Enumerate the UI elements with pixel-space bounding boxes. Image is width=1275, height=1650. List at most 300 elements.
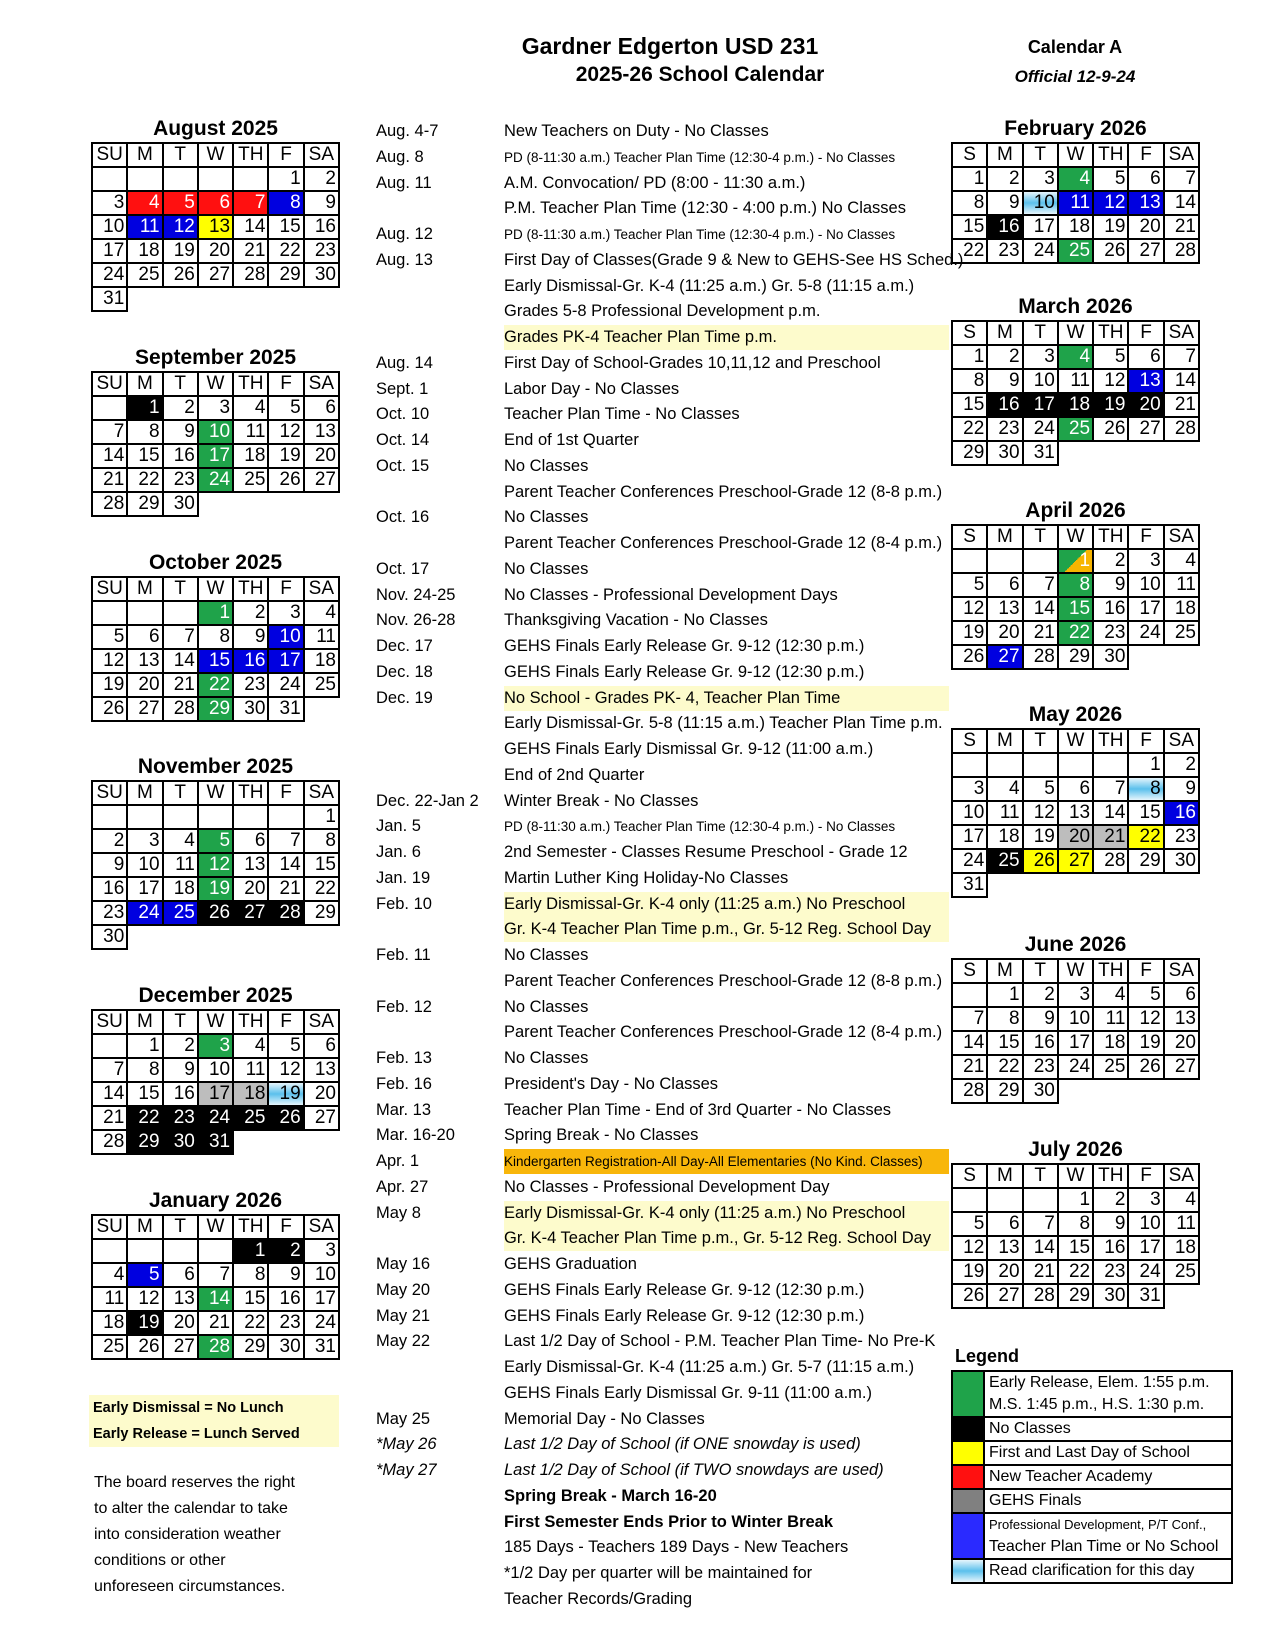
day-cell: 30 bbox=[304, 263, 339, 287]
empty-day-cell bbox=[92, 1034, 127, 1058]
day-cell: 14 bbox=[233, 215, 268, 239]
weekday-header: F bbox=[1128, 1164, 1163, 1188]
day-cell: 20 bbox=[987, 621, 1022, 645]
day-cell: 16 bbox=[163, 444, 198, 468]
day-cell: 4 bbox=[233, 1034, 268, 1058]
event-description: Gr. K-4 Teacher Plan Time p.m., Gr. 5-12 Reg. School Day bbox=[504, 917, 949, 942]
day-cell: 10 bbox=[268, 625, 303, 649]
event-description: No Classes bbox=[504, 559, 589, 578]
event-date: Nov. 26-28 bbox=[376, 611, 456, 630]
day-cell: 25 bbox=[163, 901, 198, 925]
empty-day-cell bbox=[987, 549, 1022, 573]
day-cell: 30 bbox=[1164, 849, 1199, 873]
weekday-header: F bbox=[268, 781, 303, 805]
day-cell: 6 bbox=[1128, 345, 1163, 369]
day-cell: 16 bbox=[233, 649, 268, 673]
day-cell: 4 bbox=[1058, 167, 1093, 191]
day-cell: 29 bbox=[127, 492, 162, 516]
event-description: Spring Break - No Classes bbox=[504, 1126, 699, 1145]
day-cell: 6 bbox=[987, 573, 1022, 597]
day-cell: 1 bbox=[127, 396, 162, 420]
day-cell: 24 bbox=[92, 263, 127, 287]
day-cell: 8 bbox=[1058, 1212, 1093, 1236]
empty-day-cell bbox=[198, 1239, 233, 1263]
empty-day-cell bbox=[952, 753, 987, 777]
weekday-header: F bbox=[1128, 525, 1163, 549]
day-cell: 12 bbox=[127, 1287, 162, 1311]
day-cell: 31 bbox=[198, 1130, 233, 1154]
day-cell: 11 bbox=[163, 853, 198, 877]
weekday-header: SU bbox=[92, 372, 127, 396]
day-cell: 8 bbox=[304, 829, 339, 853]
event-description: 2nd Semester - Classes Resume Preschool - Grade 12 bbox=[504, 843, 908, 861]
event-date: Dec. 18 bbox=[376, 662, 433, 681]
outside-cell bbox=[304, 697, 339, 721]
weekday-header: W bbox=[198, 577, 233, 601]
empty-day-cell bbox=[92, 167, 127, 191]
legend-label: No Classes bbox=[984, 1417, 1232, 1441]
event-date: Jan. 19 bbox=[376, 868, 431, 887]
month-title: October 2025 bbox=[148, 551, 283, 574]
day-cell: 11 bbox=[1093, 1007, 1128, 1031]
event-date: Aug. 8 bbox=[376, 147, 424, 166]
empty-day-cell bbox=[1093, 753, 1128, 777]
event-description: Last 1/2 Day of School (if ONE snowday is used) bbox=[504, 1435, 861, 1454]
day-cell: 27 bbox=[163, 1335, 198, 1359]
day-cell: 25 bbox=[1093, 1055, 1128, 1079]
day-cell: 28 bbox=[952, 1079, 987, 1103]
day-cell: 18 bbox=[304, 649, 339, 673]
outside-cell bbox=[1093, 873, 1128, 897]
day-cell: 11 bbox=[127, 215, 162, 239]
day-cell: 17 bbox=[268, 649, 303, 673]
day-cell: 18 bbox=[92, 1311, 127, 1335]
board-note bbox=[94, 1470, 295, 1600]
event-description: 185 Days - Teachers 189 Days - New Teachers bbox=[504, 1538, 849, 1557]
month-grid bbox=[91, 1214, 340, 1360]
outside-cell bbox=[1093, 441, 1128, 465]
day-cell: 28 bbox=[1093, 849, 1128, 873]
month-grid bbox=[91, 576, 340, 722]
day-cell: 15 bbox=[198, 649, 233, 673]
empty-day-cell bbox=[1023, 1188, 1058, 1212]
day-cell: 19 bbox=[127, 1311, 162, 1335]
event-description: End of 1st Quarter bbox=[504, 431, 639, 449]
day-cell: 18 bbox=[1093, 1031, 1128, 1055]
day-cell: 24 bbox=[1128, 1260, 1163, 1284]
weekday-header: W bbox=[1058, 959, 1093, 983]
event-description: No Classes - Professional Development Day bbox=[504, 1177, 830, 1196]
event-date: Oct. 14 bbox=[376, 431, 430, 449]
day-cell: 26 bbox=[952, 1284, 987, 1308]
event-date: Dec. 22-Jan 2 bbox=[376, 791, 479, 810]
day-cell: 7 bbox=[92, 1058, 127, 1082]
outside-cell bbox=[268, 925, 303, 949]
weekday-header: SA bbox=[304, 1215, 339, 1239]
event-date: *May 26 bbox=[376, 1435, 437, 1454]
weekday-header: T bbox=[1023, 729, 1058, 753]
empty-day-cell bbox=[952, 1188, 987, 1212]
event-description: Martin Luther King Holiday-No Classes bbox=[504, 868, 789, 887]
day-cell: 12 bbox=[268, 1058, 303, 1082]
event-description: No School - Grades PK- 4, Teacher Plan Time bbox=[504, 686, 949, 711]
day-cell: 1 bbox=[198, 601, 233, 625]
weekday-header: T bbox=[1023, 959, 1058, 983]
day-cell: 19 bbox=[952, 621, 987, 645]
outside-cell bbox=[233, 925, 268, 949]
day-cell: 30 bbox=[92, 925, 127, 949]
event-description: Parent Teacher Conferences Preschool-Grade 12 (8-4 p.m.) bbox=[504, 1023, 943, 1042]
month-title: May 2026 bbox=[1028, 703, 1123, 726]
day-cell: 28 bbox=[1164, 417, 1199, 441]
day-cell: 14 bbox=[92, 444, 127, 468]
outside-cell bbox=[268, 287, 303, 311]
weekday-header: W bbox=[198, 1010, 233, 1034]
day-cell: 14 bbox=[198, 1287, 233, 1311]
day-cell: 3 bbox=[268, 601, 303, 625]
event-description: Gr. K-4 Teacher Plan Time p.m., Gr. 5-12 Reg. School Day bbox=[504, 1226, 949, 1251]
day-cell: 10 bbox=[1023, 369, 1058, 393]
day-cell: 13 bbox=[1128, 191, 1163, 215]
day-cell: 20 bbox=[1128, 393, 1163, 417]
weekday-header: M bbox=[987, 959, 1022, 983]
day-cell: 29 bbox=[198, 697, 233, 721]
event-date: Oct. 15 bbox=[376, 456, 430, 475]
calendar-subtitle: 2025-26 School Calendar bbox=[575, 63, 825, 86]
event-description: End of 2nd Quarter bbox=[504, 765, 645, 784]
month-grid bbox=[951, 320, 1200, 466]
event-date: Apr. 27 bbox=[376, 1177, 429, 1196]
legend-label: First and Last Day of School bbox=[984, 1441, 1232, 1465]
day-cell: 18 bbox=[127, 239, 162, 263]
weekday-header: TH bbox=[233, 1010, 268, 1034]
day-cell: 21 bbox=[92, 468, 127, 492]
day-cell: 1 bbox=[127, 1034, 162, 1058]
empty-day-cell bbox=[987, 1188, 1022, 1212]
day-cell: 26 bbox=[198, 901, 233, 925]
day-cell: 2 bbox=[268, 1239, 303, 1263]
day-cell: 10 bbox=[198, 420, 233, 444]
weekday-header: TH bbox=[1093, 143, 1128, 167]
day-cell: 12 bbox=[1093, 369, 1128, 393]
weekday-header: T bbox=[163, 143, 198, 167]
day-cell: 25 bbox=[1164, 621, 1199, 645]
day-cell: 21 bbox=[1164, 215, 1199, 239]
outside-cell bbox=[1058, 873, 1093, 897]
day-cell: 27 bbox=[1128, 417, 1163, 441]
outside-cell bbox=[127, 287, 162, 311]
day-cell: 12 bbox=[1093, 191, 1128, 215]
day-cell: 7 bbox=[1164, 345, 1199, 369]
event-date: May 25 bbox=[376, 1409, 431, 1428]
month-title: June 2026 bbox=[1024, 933, 1127, 956]
day-cell: 22 bbox=[952, 417, 987, 441]
event-description: P.M. Teacher Plan Time (12:30 - 4:00 p.m.) No Classes bbox=[504, 199, 906, 218]
weekday-header: SA bbox=[1164, 525, 1199, 549]
day-cell: 20 bbox=[1164, 1031, 1199, 1055]
event-description: GEHS Finals Early Release Gr. 9-12 (12:30 p.m.) bbox=[504, 1280, 865, 1299]
weekday-header: SA bbox=[304, 781, 339, 805]
day-cell: 20 bbox=[1058, 825, 1093, 849]
event-date: Aug. 11 bbox=[376, 173, 432, 192]
outside-cell bbox=[233, 492, 268, 516]
day-cell: 1 bbox=[1128, 753, 1163, 777]
day-cell: 21 bbox=[163, 673, 198, 697]
month-title: August 2025 bbox=[153, 117, 278, 140]
weekday-header: M bbox=[987, 729, 1022, 753]
day-cell: 27 bbox=[304, 1106, 339, 1130]
day-cell: 6 bbox=[163, 1263, 198, 1287]
day-cell: 3 bbox=[1128, 1188, 1163, 1212]
day-cell: 21 bbox=[198, 1311, 233, 1335]
month-june-2026 bbox=[951, 932, 1200, 1104]
day-cell: 2 bbox=[987, 167, 1022, 191]
day-cell: 23 bbox=[1164, 825, 1199, 849]
event-description: Kindergarten Registration-All Day-All Elementaries (No Kind. Classes) bbox=[504, 1149, 949, 1174]
day-cell: 31 bbox=[1023, 441, 1058, 465]
legend-label: M.S. 1:45 p.m., H.S. 1:30 p.m. bbox=[984, 1394, 1232, 1417]
legend-swatch-light-blue bbox=[952, 1559, 984, 1583]
day-cell: 26 bbox=[127, 1335, 162, 1359]
outside-cell bbox=[1023, 873, 1058, 897]
day-cell: 16 bbox=[1164, 801, 1199, 825]
weekday-header: W bbox=[198, 143, 233, 167]
weekday-header: TH bbox=[1093, 321, 1128, 345]
day-cell: 7 bbox=[198, 1263, 233, 1287]
event-date: Nov. 24-25 bbox=[376, 585, 456, 604]
day-cell: 5 bbox=[1093, 167, 1128, 191]
event-date: Dec. 17 bbox=[376, 637, 433, 655]
day-cell: 3 bbox=[952, 777, 987, 801]
empty-day-cell bbox=[127, 167, 162, 191]
day-cell: 16 bbox=[163, 1082, 198, 1106]
day-cell: 18 bbox=[1058, 215, 1093, 239]
day-cell: 29 bbox=[1058, 645, 1093, 669]
weekday-header: F bbox=[268, 372, 303, 396]
day-cell: 4 bbox=[1093, 983, 1128, 1007]
empty-day-cell bbox=[268, 805, 303, 829]
day-cell: 20 bbox=[198, 239, 233, 263]
outside-cell bbox=[1058, 1079, 1093, 1103]
day-cell: 15 bbox=[952, 215, 987, 239]
day-cell: 7 bbox=[1023, 1212, 1058, 1236]
day-cell: 22 bbox=[1128, 825, 1163, 849]
day-cell: 5 bbox=[268, 396, 303, 420]
day-cell: 30 bbox=[1023, 1079, 1058, 1103]
day-cell: 13 bbox=[163, 1287, 198, 1311]
day-cell: 30 bbox=[233, 697, 268, 721]
weekday-header: M bbox=[127, 143, 162, 167]
day-cell: 19 bbox=[163, 239, 198, 263]
event-description: Spring Break - March 16-20 bbox=[504, 1486, 717, 1505]
weekday-header: F bbox=[268, 577, 303, 601]
day-cell: 23 bbox=[92, 901, 127, 925]
day-cell: 22 bbox=[127, 1106, 162, 1130]
empty-day-cell bbox=[127, 1239, 162, 1263]
day-cell: 28 bbox=[1023, 645, 1058, 669]
weekday-header: F bbox=[268, 1010, 303, 1034]
day-cell: 3 bbox=[1023, 345, 1058, 369]
day-cell: 15 bbox=[127, 1082, 162, 1106]
board-note-line: into consideration weather bbox=[94, 1526, 281, 1543]
outside-cell bbox=[1128, 1079, 1163, 1103]
day-cell: 17 bbox=[127, 877, 162, 901]
day-cell: 31 bbox=[1128, 1284, 1163, 1308]
board-note-line: conditions or other bbox=[94, 1552, 226, 1569]
weekday-header: SA bbox=[1164, 959, 1199, 983]
event-description: Early Dismissal-Gr. K-4 (11:25 a.m.) Gr. 5-8 (11:15 a.m.) bbox=[504, 276, 915, 295]
month-grid bbox=[91, 371, 340, 517]
day-cell: 24 bbox=[1058, 1055, 1093, 1079]
outside-cell bbox=[198, 925, 233, 949]
day-cell: 30 bbox=[987, 441, 1022, 465]
day-cell: 9 bbox=[268, 1263, 303, 1287]
event-description: New Teachers on Duty - No Classes bbox=[504, 122, 769, 140]
event-description: President's Day - No Classes bbox=[504, 1074, 719, 1093]
weekday-header: W bbox=[1058, 525, 1093, 549]
weekday-header: TH bbox=[233, 372, 268, 396]
outside-cell bbox=[304, 492, 339, 516]
weekday-header: W bbox=[1058, 1164, 1093, 1188]
day-cell: 18 bbox=[1164, 597, 1199, 621]
day-cell: 21 bbox=[268, 877, 303, 901]
day-cell: 16 bbox=[1093, 597, 1128, 621]
day-cell: 7 bbox=[1093, 777, 1128, 801]
day-cell: 10 bbox=[1128, 573, 1163, 597]
weekday-header: SA bbox=[1164, 729, 1199, 753]
day-cell: 25 bbox=[987, 849, 1022, 873]
outside-cell bbox=[233, 287, 268, 311]
day-cell: 2 bbox=[1023, 983, 1058, 1007]
day-cell: 27 bbox=[233, 901, 268, 925]
day-cell: 13 bbox=[233, 853, 268, 877]
day-cell: 16 bbox=[987, 215, 1022, 239]
event-description: GEHS Finals Early Release Gr. 9-12 (12:30 p.m.) bbox=[504, 1306, 865, 1325]
day-cell: 28 bbox=[92, 1130, 127, 1154]
empty-day-cell bbox=[233, 805, 268, 829]
day-cell: 1 bbox=[952, 167, 987, 191]
empty-day-cell bbox=[163, 601, 198, 625]
empty-day-cell bbox=[952, 983, 987, 1007]
day-cell: 15 bbox=[952, 393, 987, 417]
event-description: Last 1/2 Day of School - P.M. Teacher Plan Time- No Pre-K bbox=[504, 1332, 936, 1351]
month-july-2026 bbox=[951, 1137, 1200, 1309]
month-may-2026 bbox=[951, 702, 1200, 898]
day-cell: 9 bbox=[233, 625, 268, 649]
day-cell: 17 bbox=[1128, 597, 1163, 621]
day-cell: 15 bbox=[1058, 597, 1093, 621]
day-cell: 22 bbox=[268, 239, 303, 263]
legend-label: Teacher Plan Time or No School bbox=[984, 1536, 1232, 1559]
day-cell: 13 bbox=[304, 420, 339, 444]
weekday-header: T bbox=[163, 781, 198, 805]
weekday-header: TH bbox=[1093, 729, 1128, 753]
event-description: No Classes bbox=[504, 997, 589, 1016]
day-cell: 13 bbox=[1164, 1007, 1199, 1031]
day-cell: 6 bbox=[987, 1212, 1022, 1236]
district-title: Gardner Edgerton USD 231 bbox=[521, 33, 819, 59]
event-date: Feb. 13 bbox=[376, 1049, 432, 1067]
official-date: Official 12-9-24 bbox=[1014, 67, 1136, 86]
weekday-header: SA bbox=[304, 143, 339, 167]
weekday-header: M bbox=[127, 372, 162, 396]
day-cell: 23 bbox=[1023, 1055, 1058, 1079]
weekday-header: SA bbox=[304, 372, 339, 396]
weekday-header: T bbox=[163, 577, 198, 601]
day-cell: 17 bbox=[1023, 393, 1058, 417]
day-cell: 21 bbox=[952, 1055, 987, 1079]
day-cell: 14 bbox=[268, 853, 303, 877]
day-cell: 31 bbox=[304, 1335, 339, 1359]
event-date: Sept. 1 bbox=[376, 379, 429, 398]
day-cell: 19 bbox=[268, 444, 303, 468]
weekday-header: T bbox=[1023, 525, 1058, 549]
day-cell: 1 bbox=[1058, 549, 1093, 573]
day-cell: 13 bbox=[198, 215, 233, 239]
weekday-header: S bbox=[952, 729, 987, 753]
day-cell: 30 bbox=[1093, 1284, 1128, 1308]
day-cell: 18 bbox=[163, 877, 198, 901]
day-cell: 9 bbox=[987, 369, 1022, 393]
day-cell: 16 bbox=[92, 877, 127, 901]
day-cell: 23 bbox=[1093, 1260, 1128, 1284]
weekday-header: T bbox=[1023, 1164, 1058, 1188]
day-cell: 19 bbox=[198, 877, 233, 901]
month-august-2025 bbox=[91, 116, 340, 312]
day-cell: 30 bbox=[1093, 645, 1128, 669]
empty-day-cell bbox=[92, 396, 127, 420]
day-cell: 4 bbox=[92, 1263, 127, 1287]
day-cell: 15 bbox=[233, 1287, 268, 1311]
day-cell: 19 bbox=[268, 1082, 303, 1106]
outside-cell bbox=[304, 1130, 339, 1154]
day-cell: 7 bbox=[1023, 573, 1058, 597]
day-cell: 9 bbox=[304, 191, 339, 215]
day-cell: 25 bbox=[92, 1335, 127, 1359]
month-title: December 2025 bbox=[138, 984, 293, 1007]
outside-cell bbox=[163, 287, 198, 311]
board-note-line: to alter the calendar to take bbox=[94, 1500, 288, 1517]
month-title: July 2026 bbox=[1028, 1138, 1123, 1161]
outside-cell bbox=[233, 1130, 268, 1154]
day-cell: 8 bbox=[987, 1007, 1022, 1031]
day-cell: 24 bbox=[127, 901, 162, 925]
day-cell: 18 bbox=[1164, 1236, 1199, 1260]
event-date: Oct. 10 bbox=[376, 405, 430, 424]
day-cell: 12 bbox=[268, 420, 303, 444]
day-cell: 1 bbox=[987, 983, 1022, 1007]
weekday-header: T bbox=[163, 1010, 198, 1034]
event-description: First Semester Ends Prior to Winter Break bbox=[504, 1512, 834, 1531]
day-cell: 26 bbox=[268, 1106, 303, 1130]
day-cell: 12 bbox=[952, 1236, 987, 1260]
day-cell: 21 bbox=[1093, 825, 1128, 849]
day-cell: 27 bbox=[987, 1284, 1022, 1308]
event-description: GEHS Finals Early Release Gr. 9-12 (12:30 p.m.) bbox=[504, 637, 865, 655]
event-description: Parent Teacher Conferences Preschool-Grade 12 (8-8 p.m.) bbox=[504, 971, 943, 990]
event-date: *May 27 bbox=[376, 1461, 437, 1479]
day-cell: 17 bbox=[198, 1082, 233, 1106]
empty-day-cell bbox=[92, 1239, 127, 1263]
day-cell: 24 bbox=[304, 1311, 339, 1335]
day-cell: 20 bbox=[233, 877, 268, 901]
weekday-header: W bbox=[1058, 729, 1093, 753]
day-cell: 9 bbox=[1023, 1007, 1058, 1031]
day-cell: 8 bbox=[127, 420, 162, 444]
event-description: PD (8-11:30 a.m.) Teacher Plan Time (12:30-4 p.m.) - No Classes bbox=[504, 149, 896, 165]
day-cell: 3 bbox=[198, 1034, 233, 1058]
day-cell: 25 bbox=[127, 263, 162, 287]
